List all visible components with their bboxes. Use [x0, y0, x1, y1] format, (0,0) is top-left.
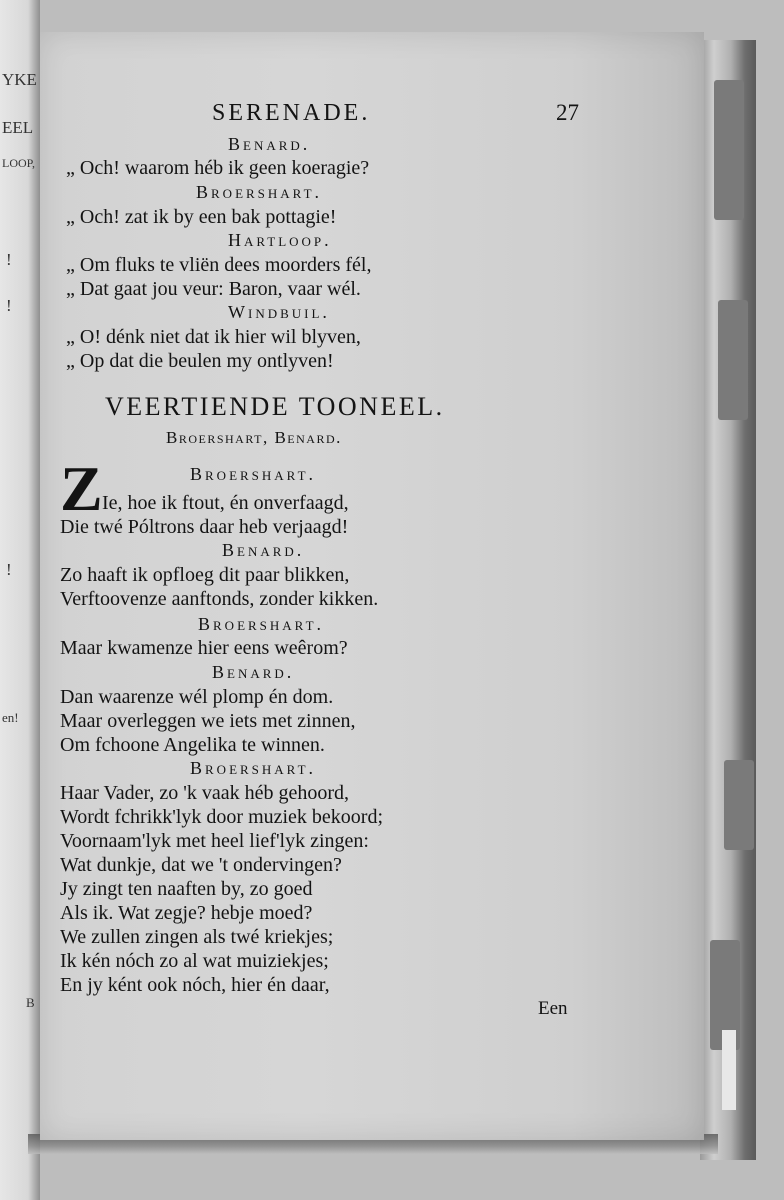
verse-line: „ Och! waarom héb ik geen koeragie?: [66, 157, 370, 179]
running-title: SERENADE.: [212, 100, 371, 126]
verse-line: „ O! dénk niet dat ik hier wil blyven,: [66, 326, 361, 348]
adjacent-page-edge: [0, 0, 40, 1200]
verse-line: Haar Vader, zo 'k vaak héb gehoord,: [60, 782, 349, 804]
page-number: 27: [556, 100, 579, 125]
speaker-name: Benard.: [212, 662, 295, 682]
verse-line: Om fchoone Angelika te winnen.: [60, 734, 325, 756]
verse-line: En jy ként ook nóch, hier én daar,: [60, 974, 330, 996]
speaker-name: Broershart.: [198, 614, 325, 634]
margin-fragment: !: [6, 296, 12, 315]
margin-fragment: LOOP,: [2, 156, 36, 170]
verse-line: Dan waarenze wél plomp én dom.: [60, 686, 334, 708]
page-edge-damaged: [700, 40, 756, 1160]
margin-fragment: en!: [2, 710, 19, 725]
speaker-name: Benard.: [222, 540, 305, 560]
speaker-name: Broershart.: [196, 182, 323, 202]
verse-line: Die twé Póltrons daar heb verjaagd!: [60, 516, 349, 538]
speaker-name: Windbuil.: [228, 302, 330, 322]
verse-line: Wordt fchrikk'lyk door muziek bekoord;: [60, 806, 384, 828]
speaker-name: Hartloop.: [228, 230, 332, 250]
verse-line: Jy zingt ten naaften by, zo goed: [60, 878, 313, 900]
speaker-name: Broershart.: [190, 758, 317, 778]
margin-fragment: B: [26, 995, 35, 1010]
verse-line: Als ik. Wat zegje? hebje moed?: [60, 902, 313, 924]
margin-fragment: EEL: [2, 118, 34, 137]
verse-line: Zo haaft ik opfloeg dit paar blikken,: [60, 564, 350, 586]
verse-line: Voornaam'lyk met heel lief'lyk zingen:: [60, 830, 369, 852]
catchword: Een: [538, 998, 568, 1019]
verse-line: „ Dat gaat jou veur: Baron, vaar wél.: [66, 278, 361, 300]
verse-line: Ik kén nóch zo al wat muiziekjes;: [60, 950, 329, 972]
speaker-name: Broershart.: [190, 464, 317, 484]
scene-cast: Broershart, Benard.: [166, 428, 342, 447]
drop-cap: Z: [60, 453, 103, 524]
verse-line: Maar overleggen we iets met zinnen,: [60, 710, 356, 732]
verse-line: Wat dunkje, dat we 't ondervingen?: [60, 854, 342, 876]
margin-fragment: YKE: [2, 70, 37, 89]
verse-line: „ Op dat die beulen my ontlyven!: [66, 350, 334, 372]
verse-line: „ Och! zat ik by een bak pottagie!: [66, 206, 337, 228]
verse-line: Ie, hoe ik ftout, én onverfaagd,: [102, 492, 349, 514]
scene-heading: VEERTIENDE TOONEEL.: [105, 392, 445, 421]
verse-line: We zullen zingen als twé kriekjes;: [60, 926, 334, 948]
verse-line: Verftoovenze aanftonds, zonder kikken.: [60, 588, 379, 610]
verse-line: „ Om fluks te vliën dees moorders fél,: [66, 254, 372, 276]
bleed-through-text: [470, 90, 690, 990]
verse-line: Maar kwamenze hier eens weêrom?: [60, 637, 348, 659]
margin-fragment: !: [6, 250, 12, 269]
speaker-name: Benard.: [228, 134, 311, 154]
margin-fragment: !: [6, 560, 12, 579]
